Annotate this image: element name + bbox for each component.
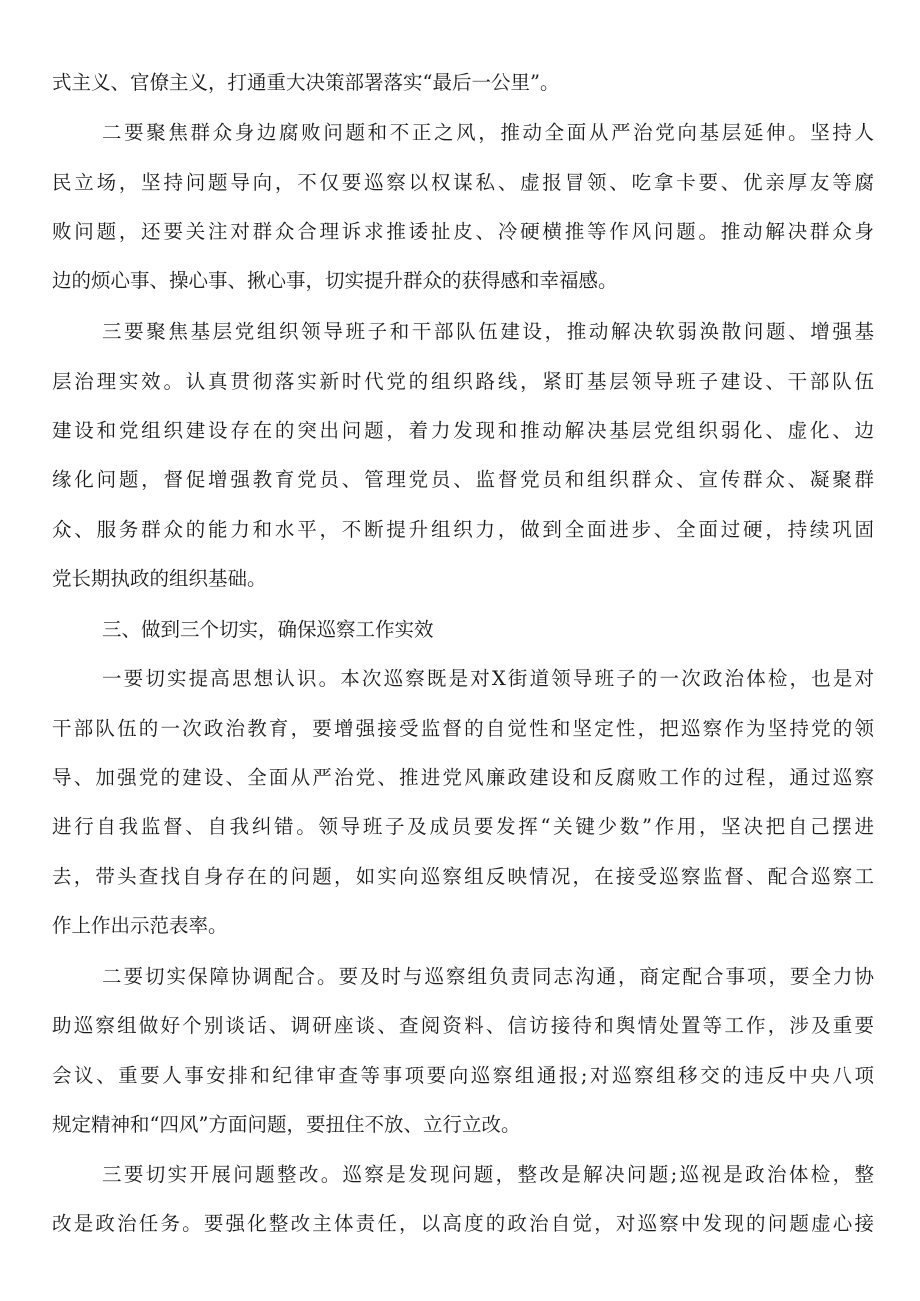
paragraph-line: 二要聚焦群众身边腐败问题和不正之风，推动全面从严治党向基层延伸。坚持人: [102, 121, 874, 144]
paragraph-line: 改是政治任务。要强化整改主体责任，以高度的政治自觉，对巡察中发现的问题虚心接: [52, 1212, 874, 1235]
paragraph-line: 三要聚焦基层党组织领导班子和干部队伍建设，推动解决软弱涣散问题、增强基: [102, 320, 874, 343]
section-heading: 三、做到三个切实，确保巡察工作实效: [102, 618, 434, 641]
paragraph-line: 党长期执政的组织基础。: [52, 567, 267, 590]
paragraph-line: 二要切实保障协调配合。要及时与巡察组负责同志沟通，商定配合事项，要全力协: [102, 965, 874, 988]
paragraph-line: 进行自我监督、自我纠错。领导班子及成员要发挥“关键少数”作用，坚决把自己摆进: [52, 815, 874, 838]
paragraph-line: 去，带头查找自身存在的问题，如实向巡察组反映情况，在接受巡察监督、配合巡察工: [52, 865, 874, 888]
paragraph-line: 众、服务群众的能力和水平，不断提升组织力，做到全面进步、全面过硬，持续巩固: [52, 518, 874, 541]
paragraph-line: 建设和党组织建设存在的突出问题，着力发现和推动解决基层党组织弱化、虚化、边: [52, 419, 874, 442]
paragraph-line: 层治理实效。认真贯彻落实新时代党的组织路线，紧盯基层领导班子建设、干部队伍: [52, 370, 874, 393]
paragraph-line: 会议、重要人事安排和纪律审查等事项要向巡察组通报;对巡察组移交的违反中央八项: [52, 1064, 874, 1087]
paragraph-line: 败问题，还要关注对群众合理诉求推诿扯皮、冷硬横推等作风问题。推动解决群众身: [52, 220, 874, 243]
paragraph-line: 作上作出示范表率。: [52, 914, 228, 937]
paragraph-line: 三要切实开展问题整改。巡察是发现问题，整改是解决问题;巡视是政治体检，整: [102, 1163, 874, 1186]
paragraph-line: 边的烦心事、操心事、揪心事，切实提升群众的获得感和幸福感。: [52, 269, 618, 292]
paragraph-line: 助巡察组做好个别谈话、调研座谈、查阅资料、信访接待和舆情处置等工作，涉及重要: [52, 1014, 874, 1037]
paragraph-line: 缘化问题，督促增强教育党员、管理党员、监督党员和组织群众、宣传群众、凝聚群: [52, 468, 874, 491]
paragraph-line: 干部队伍的一次政治教育，要增强接受监督的自觉性和坚定性，把巡察作为坚持党的领: [52, 717, 874, 740]
paragraph-line: 导、加强党的建设、全面从严治党、推进党风廉政建设和反腐败工作的过程，通过巡察: [52, 766, 874, 789]
paragraph-line: 一要切实提高思想认识。本次巡察既是对X街道领导班子的一次政治体检，也是对: [102, 667, 874, 690]
paragraph-line: 民立场，坚持问题导向，不仅要巡察以权谋私、虚报冒领、吃拿卡要、优亲厚友等腐: [52, 171, 874, 194]
paragraph-line: 规定精神和“四风”方面问题，要扭住不放、立行立改。: [52, 1113, 521, 1136]
paragraph-line: 式主义、官僚主义，打通重大决策部署落实“最后一公里”。: [52, 71, 560, 94]
